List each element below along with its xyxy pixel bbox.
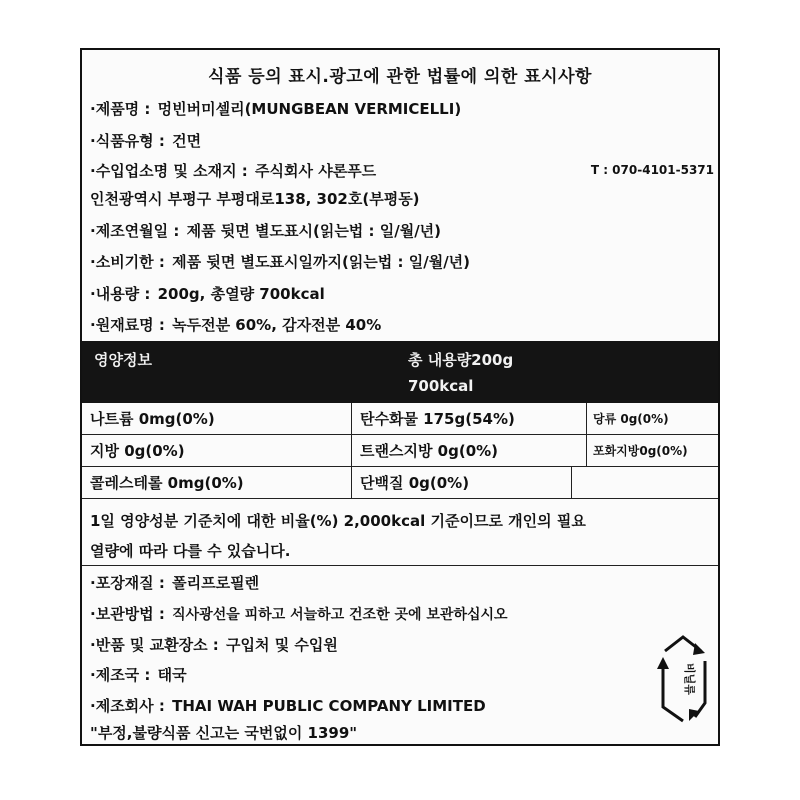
importer-value: 주식회사 샤론푸드 [255, 162, 377, 180]
content-label: ·내용량 : [90, 285, 151, 303]
content-row [90, 283, 325, 304]
returns-row [90, 634, 338, 655]
fat-cell: 지방 0g(0%) [82, 435, 352, 467]
food-label-panel [80, 48, 720, 746]
product-name-row [90, 98, 461, 119]
storage-row [90, 603, 508, 624]
food-type-label: ·식품유형 : [90, 132, 165, 150]
product-name-label: ·제품명 : [90, 100, 151, 118]
recycle-text: 비닐류 [683, 663, 696, 695]
mfg-date-row [90, 220, 441, 241]
sodium-cell: 나트륨 0mg(0%) [82, 403, 352, 435]
ingredients-row [90, 314, 381, 335]
nutrition-note-line1: 1일 영양성분 기준치에 대한 비율(%) 2,000kcal 기준이므로 개인의 필요 [90, 512, 586, 530]
section-divider [82, 565, 718, 566]
importer-phone: T : 070-4101-5371 [590, 163, 714, 177]
product-name-value: 멍빈버미셀리(MUNGBEAN VERMICELLI) [157, 100, 462, 118]
food-type-value: 건면 [172, 132, 202, 150]
packaging-label: ·포장재질 : [90, 574, 165, 592]
storage-value: 직사광선을 피하고 서늘하고 건조한 곳에 보관하십시오 [172, 607, 508, 623]
sugars-cell: 당류 0g(0%) [587, 403, 718, 435]
nutrition-total: 총 내용량200g [408, 351, 514, 369]
importer-label: ·수입업소명 및 소재지 : [90, 162, 248, 180]
packaging-value: 폴리프로필렌 [172, 574, 260, 592]
nutrition-note-line2: 열량에 따라 다를 수 있습니다. [90, 542, 291, 560]
manufacturer-row [90, 695, 486, 716]
carbs-cell: 탄수화물 175g(54%) [352, 403, 587, 435]
recycle-icon [655, 633, 711, 725]
storage-label: ·보관방법 : [90, 605, 165, 623]
report-row: "부정,불량식품 신고는 국번없이 1399" [90, 724, 358, 742]
expiry-label: ·소비기한 : [90, 253, 165, 271]
ingredients-value: 녹두전분 60%, 감자전분 40% [172, 316, 382, 334]
sat-fat-cell: 포화지방0g(0%) [587, 435, 718, 467]
nutrition-kcal: 700kcal [408, 377, 474, 395]
country-row [90, 664, 187, 685]
mfg-date-label: ·제조연월일 : [90, 222, 180, 240]
empty-cell [572, 467, 718, 499]
importer-row [90, 160, 376, 181]
expiry-value: 제품 뒷면 별도표시일까지(읽는법 : 일/월/년) [172, 253, 471, 271]
importer-address: 인천광역시 부평구 부평대로138, 302호(부평동) [90, 190, 420, 208]
expiry-row [90, 251, 470, 272]
returns-value: 구입처 및 수입원 [226, 636, 338, 654]
nutrition-header [82, 341, 718, 403]
returns-label: ·반품 및 교환장소 : [90, 636, 219, 654]
cholesterol-cell: 콜레스테롤 0mg(0%) [82, 467, 352, 499]
manufacturer-value: THAI WAH PUBLIC COMPANY LIMITED [172, 697, 486, 715]
content-value: 200g, 총열량 700kcal [157, 285, 325, 303]
country-value: 태국 [157, 666, 187, 684]
nutrition-grid [82, 403, 718, 499]
protein-cell: 단백질 0g(0%) [352, 467, 572, 499]
country-label: ·제조국 : [90, 666, 151, 684]
mfg-date-value: 제품 뒷면 별도표시(읽는법 : 일/월/년) [186, 222, 442, 240]
trans-fat-cell: 트랜스지방 0g(0%) [352, 435, 587, 467]
manufacturer-label: ·제조회사 : [90, 697, 165, 715]
ingredients-label: ·원재료명 : [90, 316, 165, 334]
nutrition-title: 영양정보 [94, 351, 152, 369]
label-title: 식품 등의 표시.광고에 관한 법률에 의한 표시사항 [208, 67, 592, 87]
packaging-row [90, 572, 259, 593]
food-type-row [90, 130, 201, 151]
